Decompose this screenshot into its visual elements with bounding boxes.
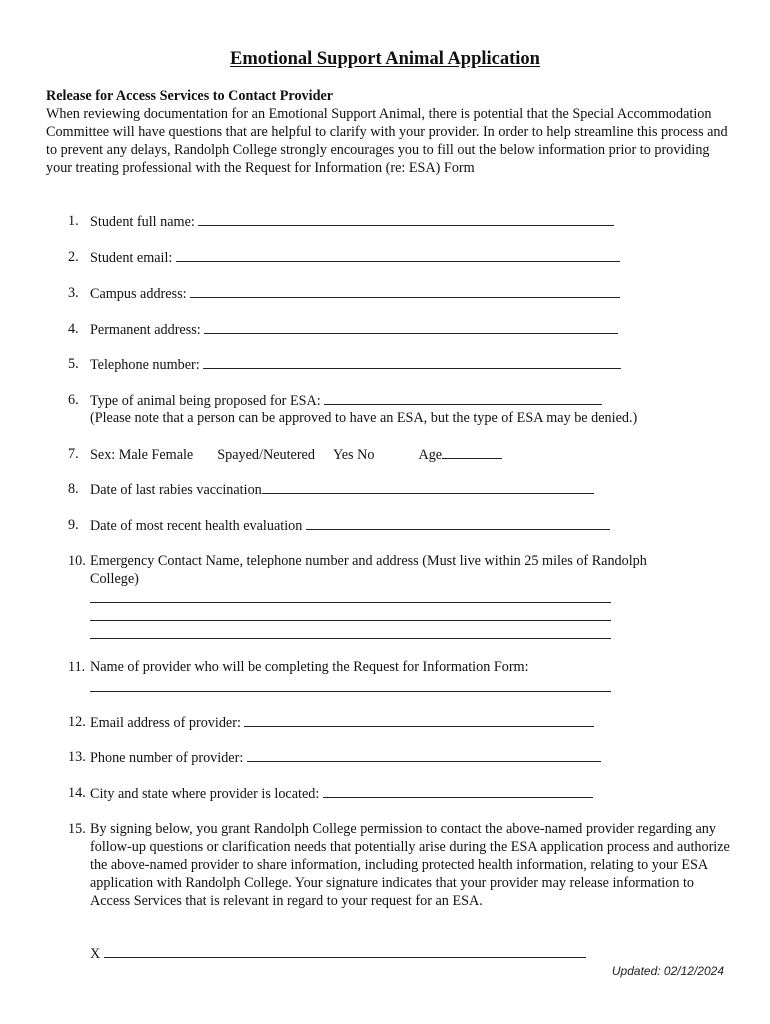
provider-location-line[interactable] <box>323 784 593 798</box>
updated-date: Updated: 02/12/2024 <box>611 964 724 978</box>
field-sex-spay-age <box>68 445 738 465</box>
item-number: 11. <box>68 659 86 675</box>
field-provider-location <box>68 784 738 804</box>
intro-paragraph: When reviewing documentation for an Emotional Support Animal, there is potential that the Special Accommodation Committee will have questions that are helpful to clarify with your provider. In order to help streamline this process and to prevent any delays, Randolph College strongly encourages you to fill out the below information prior to providing your treating professional with the Request for Information (re: ESA) Form <box>46 106 728 176</box>
item-number: 3. <box>68 285 79 301</box>
student-email-line[interactable] <box>176 248 620 262</box>
rabies-vaccination-line[interactable] <box>262 480 594 494</box>
emergency-contact-line-1[interactable] <box>90 602 611 603</box>
field-student-full-name <box>68 212 738 232</box>
emergency-contact-line-2[interactable] <box>90 620 611 621</box>
field-emergency-contact <box>68 552 738 646</box>
item-number: 7. <box>68 446 79 462</box>
field-label: Email address of provider: <box>90 715 241 731</box>
signature-field <box>68 944 738 964</box>
sex-options[interactable]: Sex: Male Female <box>90 447 194 463</box>
field-rabies-vaccination <box>68 480 738 500</box>
release-heading: Release for Access Services to Contact Provider <box>46 88 334 104</box>
field-label: Date of most recent health evaluation <box>90 518 303 534</box>
spayed-neutered-label: Spayed/Neutered <box>217 447 315 463</box>
field-permanent-address <box>68 320 738 340</box>
field-label: Student full name: <box>90 214 195 230</box>
telephone-number-line[interactable] <box>203 355 621 369</box>
provider-name-line[interactable] <box>90 691 611 692</box>
age-label: Age <box>418 447 443 463</box>
campus-address-line[interactable] <box>190 284 620 298</box>
field-label: Campus address: <box>90 286 187 302</box>
item-number: 15. <box>68 821 86 837</box>
title-text: Emotional Support Animal Application <box>230 49 540 69</box>
authorization-text: By signing below, you grant Randolph College permission to contact the above-named provider regarding any follow-up questions or clarification needs that potentially arise during the ESA application process and authorize the above-named provider to share information, including protected health information, relating to your ESA application with Randolph College. Your signature indicates that your provider may release information to Access Services that is relevant in regard to your request for an ESA. <box>90 821 730 909</box>
item-number: 5. <box>68 356 79 372</box>
item-number: 9. <box>68 517 79 533</box>
health-evaluation-line[interactable] <box>306 516 610 530</box>
field-label: Name of provider who will be completing the Request for Information Form: <box>90 659 529 675</box>
provider-phone-line[interactable] <box>247 748 601 762</box>
field-student-email <box>68 248 738 268</box>
item-number: 10. <box>68 553 86 569</box>
field-label: Date of last rabies vaccination <box>90 482 262 498</box>
field-label: City and state where provider is located: <box>90 786 320 802</box>
field-label: Emergency Contact Name, telephone number and address (Must live within 25 miles of Randolph College) <box>90 553 647 587</box>
item-number: 13. <box>68 749 86 765</box>
field-provider-phone <box>68 748 738 768</box>
provider-email-line[interactable] <box>244 713 594 727</box>
field-label: Permanent address: <box>90 322 201 338</box>
item-number: 8. <box>68 481 79 497</box>
item-number: 1. <box>68 213 79 229</box>
animal-type-note: (Please note that a person can be approved to have an ESA, but the type of ESA may be denied.) <box>90 410 638 426</box>
permanent-address-line[interactable] <box>204 320 618 334</box>
student-full-name-line[interactable] <box>198 212 614 226</box>
page-title <box>0 49 770 70</box>
field-provider-email <box>68 713 738 733</box>
item-number: 4. <box>68 321 79 337</box>
field-label: Type of animal being proposed for ESA: <box>90 393 321 409</box>
field-animal-type <box>68 391 738 431</box>
field-label: Phone number of provider: <box>90 750 244 766</box>
field-label: Telephone number: <box>90 357 200 373</box>
animal-type-line[interactable] <box>324 391 602 405</box>
item-number: 6. <box>68 392 79 408</box>
item-number: 12. <box>68 714 86 730</box>
authorization-statement <box>68 820 738 930</box>
signature-mark: X <box>90 946 101 962</box>
item-number: 14. <box>68 785 86 801</box>
field-telephone-number <box>68 355 738 375</box>
field-campus-address <box>68 284 738 304</box>
field-health-evaluation <box>68 516 738 536</box>
emergency-contact-line-3[interactable] <box>90 638 611 639</box>
field-label: Student email: <box>90 250 173 266</box>
age-line[interactable] <box>442 445 502 459</box>
signature-line[interactable] <box>104 944 586 958</box>
item-number: 2. <box>68 249 79 265</box>
field-provider-name <box>68 658 738 698</box>
spayed-yes-no-options[interactable]: Yes No <box>332 447 375 463</box>
